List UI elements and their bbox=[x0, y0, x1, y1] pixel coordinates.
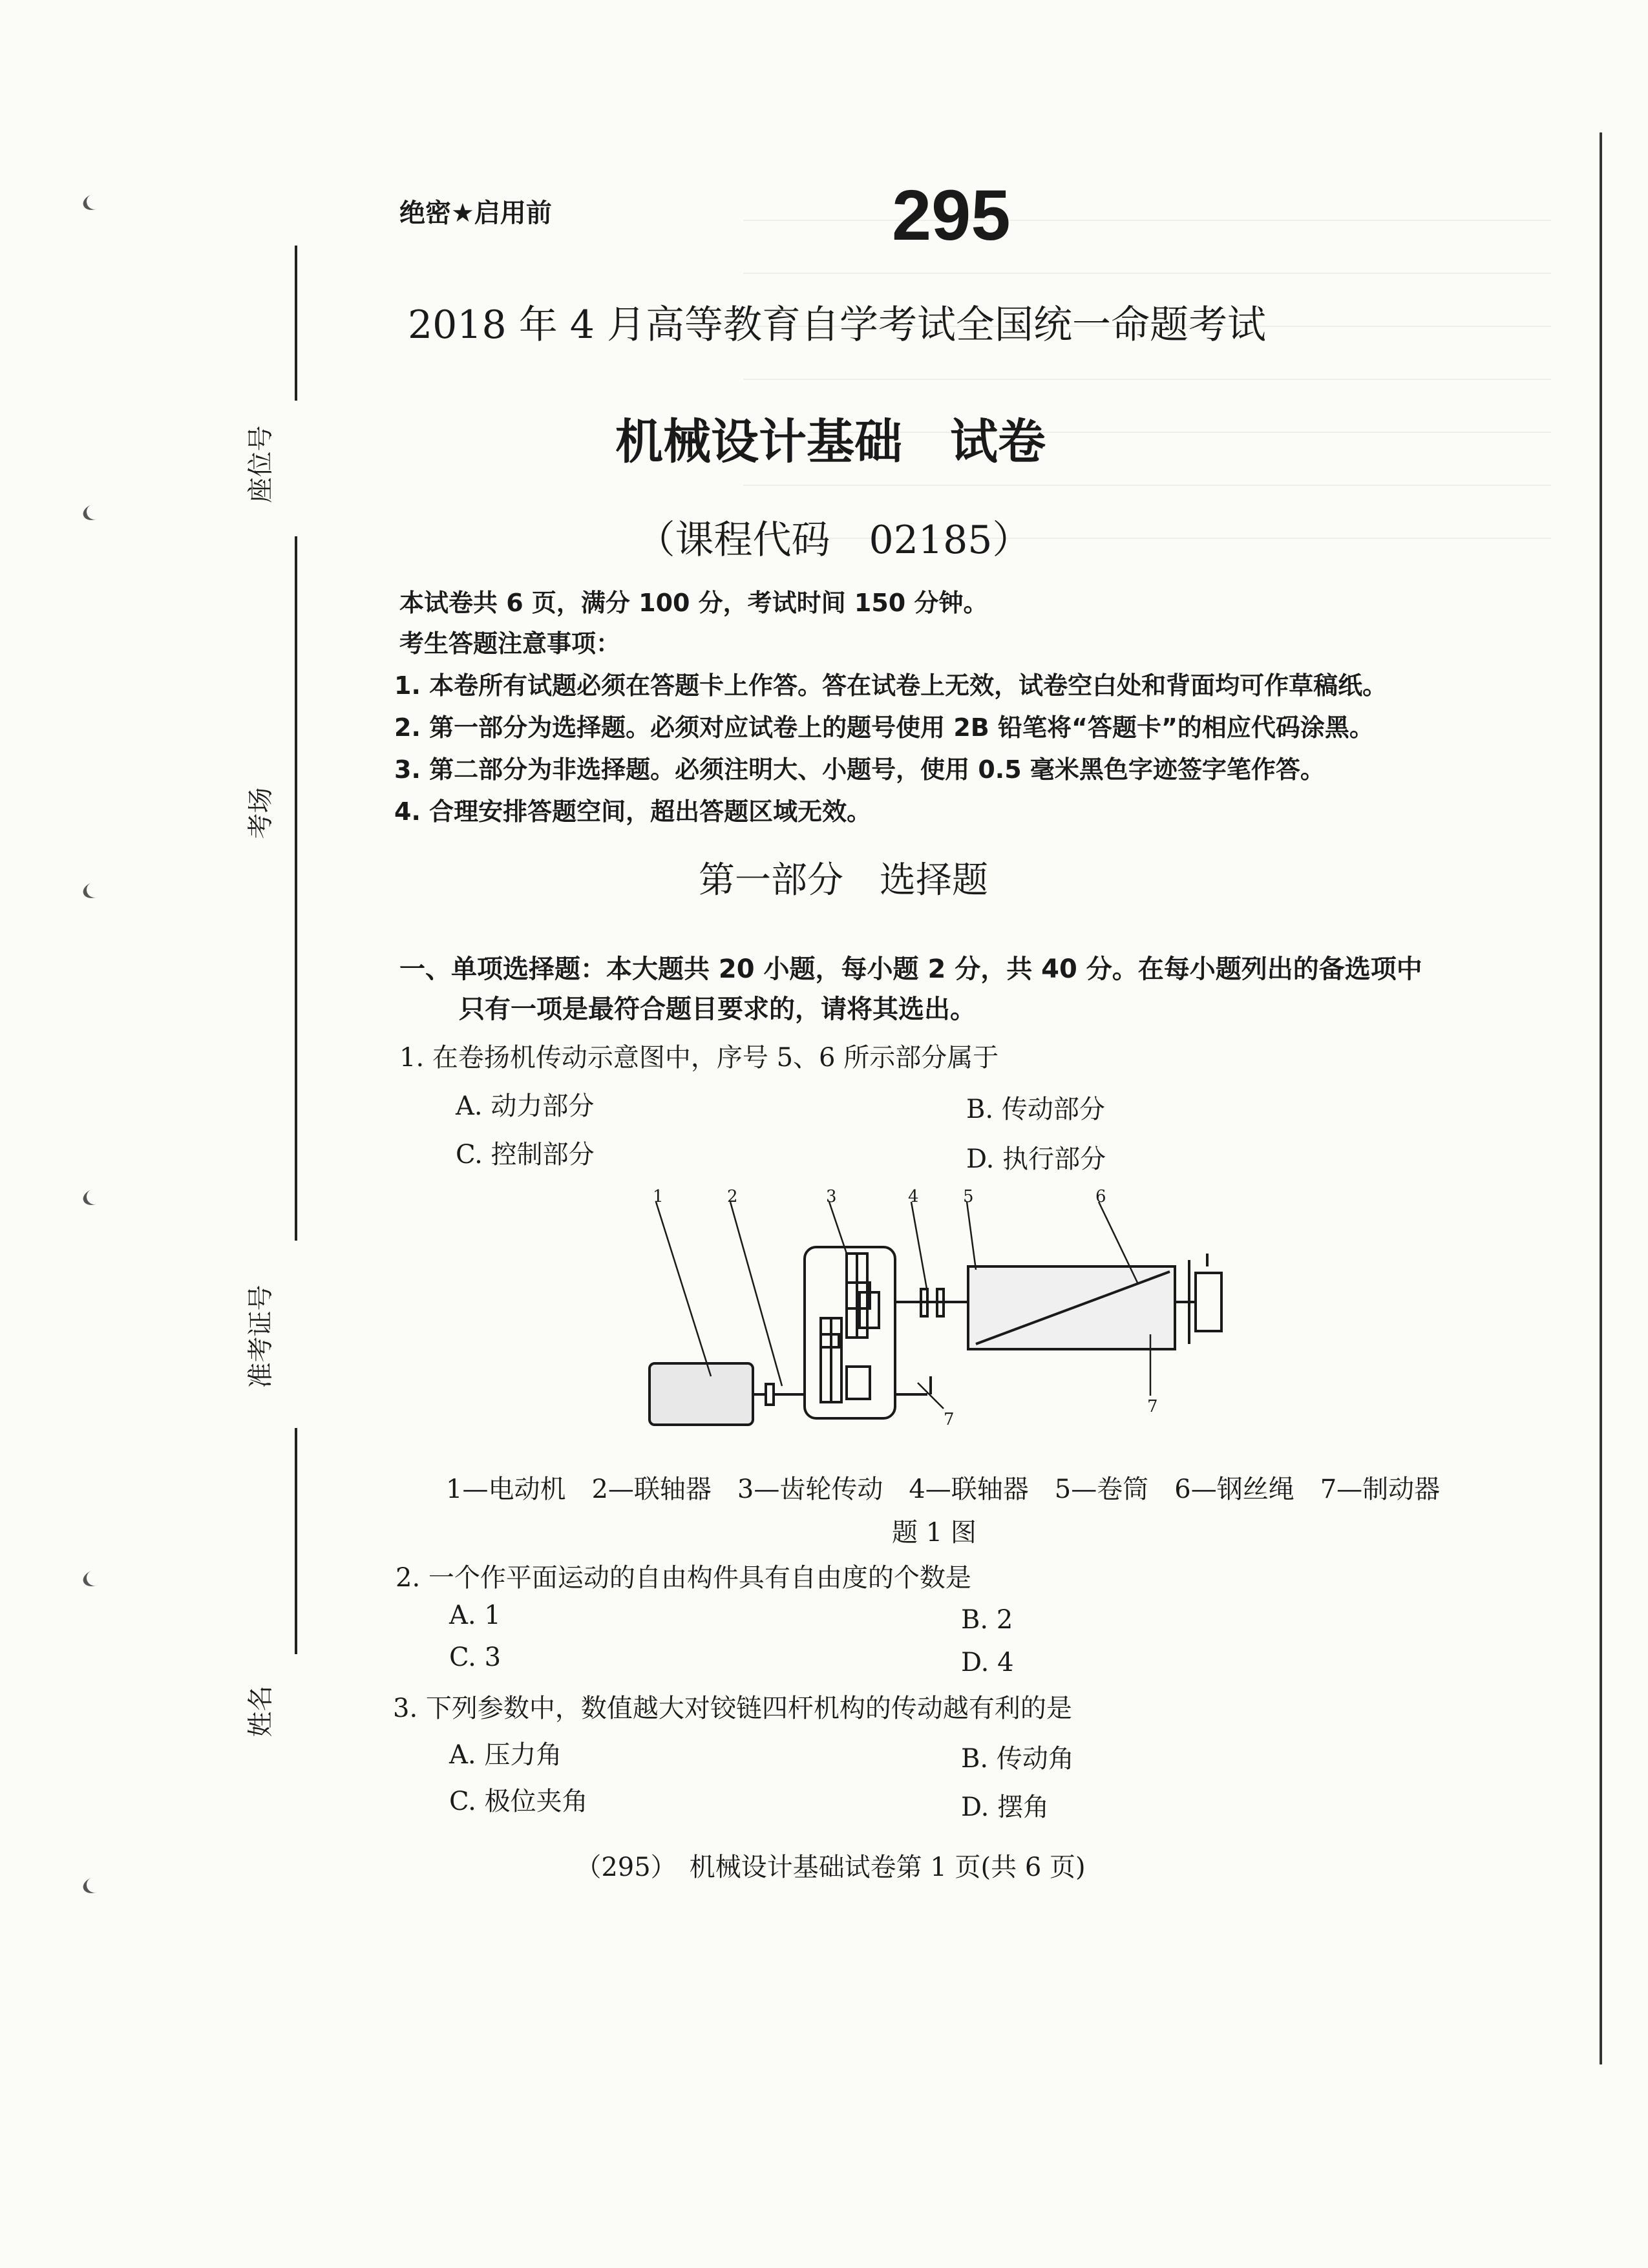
part-one-title: 第一部分 选择题 bbox=[699, 859, 988, 901]
option-b: B. 传动部分 bbox=[966, 1095, 1105, 1124]
figure-legend: 1—电动机 2—联轴器 3—齿轮传动 4—联轴器 5—卷筒 6—钢丝绳 7—制动器 bbox=[446, 1475, 1441, 1504]
figure-caption: 题 1 图 bbox=[892, 1518, 977, 1548]
gear-transmission bbox=[805, 1247, 895, 1418]
option-d: D. 4 bbox=[961, 1648, 1014, 1677]
callout-4: 4 bbox=[908, 1189, 919, 1206]
paper-code: 295 bbox=[892, 176, 1011, 255]
admission-number-label: 准考证号 bbox=[246, 1285, 276, 1389]
seat-number-label: 座位号 bbox=[246, 425, 276, 503]
question-stem: 3. 下列参数中，数值越大对铰链四杆机构的传动越有利的是 bbox=[393, 1694, 1072, 1723]
course-code: （课程代码 02185） bbox=[636, 518, 1031, 563]
section-heading: 一、单项选择题：本大题共 20 小题，每小题 2 分，共 40 分。在每小题列出的备选项中 bbox=[399, 954, 1422, 984]
option-a: A. 1 bbox=[449, 1601, 501, 1630]
seat-number-line bbox=[295, 536, 297, 888]
winch-transmission-diagram bbox=[633, 1189, 1280, 1428]
exam-room-label: 考场 bbox=[246, 787, 276, 839]
option-c: C. 3 bbox=[449, 1643, 502, 1672]
callout-5: 5 bbox=[963, 1189, 974, 1206]
callout-2: 2 bbox=[727, 1189, 738, 1206]
instruction-item: 4. 合理安排答题空间，超出答题区域无效。 bbox=[394, 797, 872, 826]
coupling-2 bbox=[766, 1384, 774, 1405]
instruction-item: 2. 第一部分为选择题。必须对应试卷上的题号使用 2B 铅笔将“答题卡”的相应代码涂黑。 bbox=[394, 713, 1374, 742]
option-d: D. 摆角 bbox=[961, 1792, 1050, 1822]
name-label: 姓名 bbox=[246, 1685, 276, 1738]
paper-summary: 本试卷共 6 页，满分 100 分，考试时间 150 分钟。 bbox=[399, 589, 988, 617]
callout-7: 7 bbox=[1147, 1397, 1158, 1416]
instruction-item: 3. 第二部分为非选择题。必须注明大、小题号，使用 0.5 毫米黑色字迹签字笔作答。 bbox=[394, 755, 1325, 784]
option-c: C. 控制部分 bbox=[456, 1140, 595, 1170]
option-b: B. 传动角 bbox=[961, 1744, 1074, 1774]
name-line bbox=[295, 1641, 297, 1654]
callout-3: 3 bbox=[826, 1189, 837, 1206]
option-c: C. 极位夹角 bbox=[449, 1787, 588, 1816]
option-d: D. 执行部分 bbox=[966, 1144, 1106, 1174]
question-stem: 2. 一个作平面运动的自由构件具有自由度的个数是 bbox=[396, 1563, 971, 1593]
exam-title: 2018 年 4 月高等教育自学考试全国统一命题考试 bbox=[407, 302, 1267, 348]
callout-1: 1 bbox=[653, 1189, 664, 1206]
binder-hole bbox=[81, 1186, 108, 1208]
option-a: A. 压力角 bbox=[449, 1740, 562, 1770]
electric-motor bbox=[650, 1363, 753, 1425]
question-stem: 1. 在卷扬机传动示意图中，序号 5、6 所示部分属于 bbox=[399, 1043, 999, 1073]
section-heading-cont: 只有一项是最符合题目要求的，请将其选出。 bbox=[459, 994, 976, 1024]
binder-hole bbox=[81, 191, 108, 213]
subject-title: 机械设计基础 试卷 bbox=[615, 414, 1046, 470]
brake bbox=[1196, 1273, 1221, 1331]
confidential-label: 绝密★启用前 bbox=[399, 198, 552, 228]
page-footer: （295） 机械设计基础试卷第 1 页(共 6 页) bbox=[575, 1853, 1086, 1882]
admission-number-line bbox=[295, 1428, 297, 1641]
option-b: B. 2 bbox=[961, 1605, 1013, 1635]
admission-line bbox=[295, 879, 297, 1241]
notes-title: 考生答题注意事项： bbox=[399, 629, 621, 658]
callout-6: 6 bbox=[1095, 1189, 1106, 1206]
callout-7: 7 bbox=[944, 1410, 955, 1428]
instruction-item: 1. 本卷所有试题必须在答题卡上作答。答在试卷上无效，试卷空白处和背面均可作草稿纸。 bbox=[394, 671, 1388, 700]
option-a: A. 动力部分 bbox=[456, 1091, 595, 1121]
binder-hole bbox=[81, 1567, 108, 1590]
